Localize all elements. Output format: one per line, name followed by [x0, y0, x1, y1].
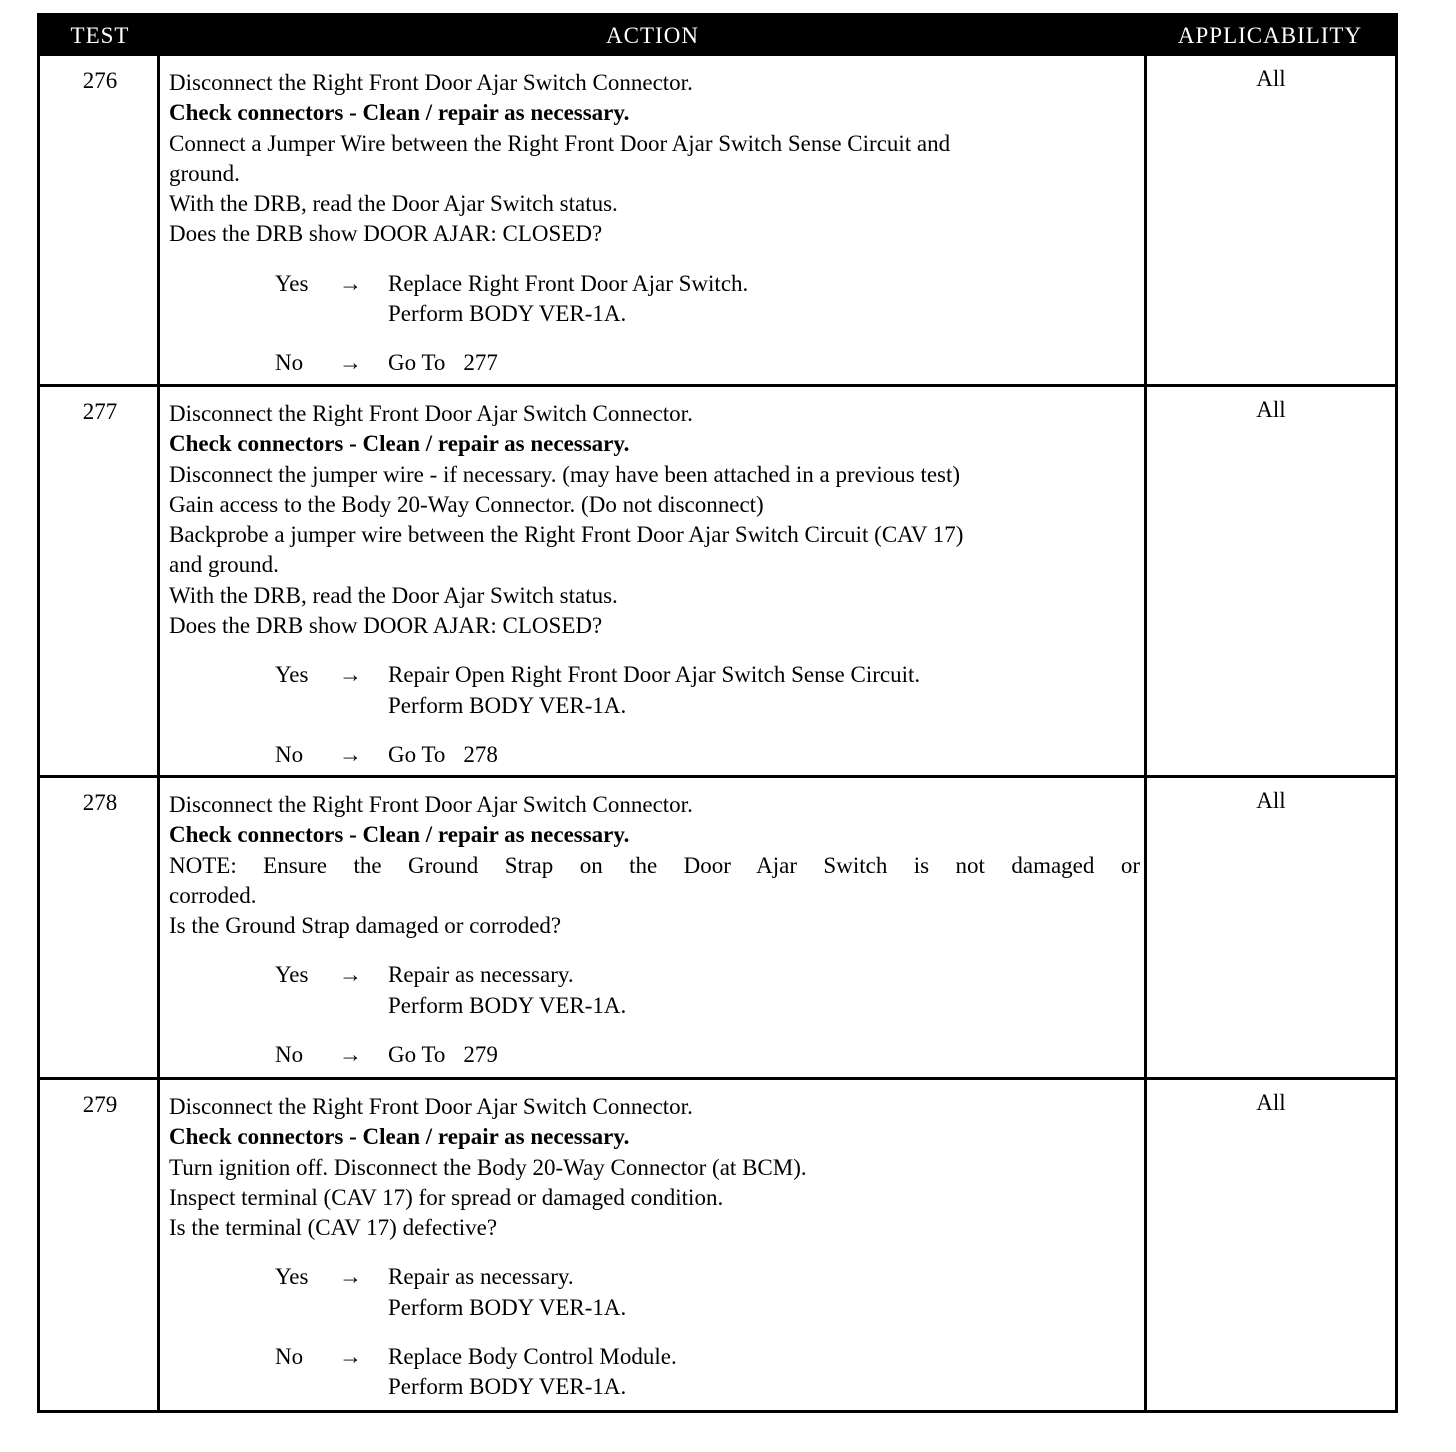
diagnostic-table [37, 13, 1398, 1413]
action-line: ground. [169, 160, 240, 186]
goto-target: 277 [463, 350, 498, 376]
no-label: No [275, 1042, 304, 1068]
action-line: Disconnect the jumper wire - if necessary. (may have been attached in a previous test) [169, 461, 961, 487]
test-row-276 [40, 56, 1395, 384]
outcome-line: Repair Open Right Front Door Ajar Switch Sense Circuit. [388, 662, 921, 688]
outcome-line: Repair as necessary. [388, 1264, 574, 1290]
test-row-279 [40, 1080, 1395, 1410]
no-label: No [275, 350, 304, 376]
goto-target: 279 [463, 1042, 498, 1068]
goto-line [388, 1040, 1140, 1070]
goto-text: Go To [388, 350, 446, 376]
goto-target: 278 [463, 741, 498, 767]
applicability-value: All [1256, 66, 1286, 91]
yes-outcome [169, 269, 1140, 330]
test-row-277 [40, 387, 1395, 775]
action-line: Check connectors - Clean / repair as necessary. [169, 100, 630, 126]
goto-text: Go To [388, 1042, 446, 1068]
no-label: No [275, 1344, 304, 1370]
action-cell [169, 790, 1140, 1070]
goto-line [388, 348, 1140, 378]
action-line: Turn ignition off. Disconnect the Body 20-Way Connector (at BCM). [169, 1154, 807, 1180]
test-row-278 [40, 778, 1395, 1077]
arrow-icon: → [339, 741, 362, 767]
outcome-line: Replace Right Front Door Ajar Switch. [388, 270, 749, 296]
yes-outcome [169, 960, 1140, 1021]
action-line: Backprobe a jumper wire between the Right Front Door Ajar Switch Circuit (CAV 17) [169, 522, 964, 548]
outcome-line: Perform BODY VER-1A. [388, 1374, 627, 1400]
arrow-icon: → [339, 662, 362, 688]
yes-outcome [169, 1262, 1140, 1323]
yes-label: Yes [275, 962, 309, 988]
arrow-icon: → [339, 962, 362, 988]
no-outcome [169, 348, 1140, 378]
goto-line [388, 740, 1140, 770]
goto-text: Go To [388, 741, 446, 767]
outcome-line: Repair as necessary. [388, 962, 574, 988]
no-outcome [169, 740, 1140, 770]
arrow-icon: → [339, 1344, 362, 1370]
action-line: Disconnect the Right Front Door Ajar Switch Connector. [169, 401, 693, 426]
action-cell [169, 399, 1140, 770]
no-outcome [169, 1040, 1140, 1070]
outcome-line: Perform BODY VER-1A. [388, 692, 627, 718]
arrow-icon: → [339, 1264, 362, 1290]
action-line: Does the DRB show DOOR AJAR: CLOSED? [169, 221, 603, 247]
test-number: 278 [82, 790, 118, 815]
action-line: and ground. [169, 552, 279, 578]
yes-outcome [169, 660, 1140, 721]
header-applicability: APPLICABILITY [1177, 23, 1363, 48]
table-header [40, 16, 1395, 56]
action-line: Disconnect the Right Front Door Ajar Switch Connector. [169, 70, 693, 95]
action-line: Disconnect the Right Front Door Ajar Switch Connector. [169, 1094, 693, 1119]
yes-label: Yes [275, 1264, 309, 1290]
test-number: 277 [82, 399, 118, 424]
action-cell [169, 1092, 1140, 1403]
no-label: No [275, 741, 304, 767]
yes-label: Yes [275, 662, 309, 688]
outcome-line: Replace Body Control Module. [388, 1344, 677, 1370]
no-outcome [169, 1342, 1140, 1403]
applicability-value: All [1256, 1090, 1286, 1115]
test-number: 279 [82, 1092, 118, 1117]
test-number: 276 [82, 68, 118, 93]
action-cell [169, 68, 1140, 379]
header-action: ACTION [606, 23, 699, 48]
outcome-line: Perform BODY VER-1A. [388, 1294, 627, 1320]
action-line: NOTE: Ensure the Ground Strap on the Door Ajar Switch is not damaged or [169, 852, 1140, 878]
action-line: Check connectors - Clean / repair as necessary. [169, 431, 630, 457]
yes-label: Yes [275, 270, 309, 296]
action-line: Is the terminal (CAV 17) defective? [169, 1215, 498, 1241]
action-line: Check connectors - Clean / repair as necessary. [169, 1124, 630, 1150]
action-line: Gain access to the Body 20-Way Connector. (Do not disconnect) [169, 491, 764, 517]
action-line: corroded. [169, 882, 257, 908]
action-line: Connect a Jumper Wire between the Right Front Door Ajar Switch Sense Circuit and [169, 130, 951, 156]
applicability-value: All [1256, 397, 1286, 422]
arrow-icon: → [339, 1042, 362, 1068]
arrow-icon: → [339, 270, 362, 296]
action-line: Is the Ground Strap damaged or corroded? [169, 913, 562, 939]
action-line: Does the DRB show DOOR AJAR: CLOSED? [169, 613, 603, 639]
action-line: Disconnect the Right Front Door Ajar Switch Connector. [169, 792, 693, 817]
action-line: Check connectors - Clean / repair as necessary. [169, 822, 630, 848]
action-line: Inspect terminal (CAV 17) for spread or damaged condition. [169, 1184, 724, 1210]
outcome-line: Perform BODY VER-1A. [388, 992, 627, 1018]
header-test: TEST [70, 23, 130, 48]
action-line: With the DRB, read the Door Ajar Switch status. [169, 191, 618, 217]
applicability-value: All [1256, 788, 1286, 813]
outcome-line: Perform BODY VER-1A. [388, 301, 627, 327]
action-line: With the DRB, read the Door Ajar Switch status. [169, 582, 618, 608]
arrow-icon: → [339, 350, 362, 376]
